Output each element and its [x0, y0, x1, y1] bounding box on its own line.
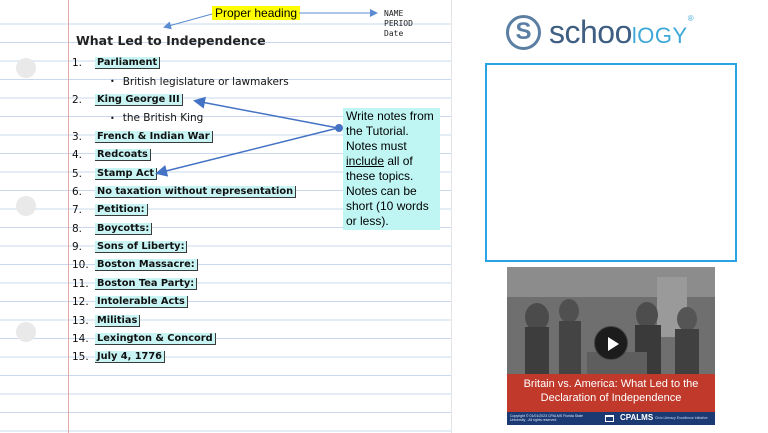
topic-label: Intolerable Acts: [95, 296, 188, 308]
note-arrow-king: [196, 101, 338, 128]
topic-number: 9.: [72, 241, 83, 254]
embed-frame[interactable]: [485, 63, 737, 262]
topic-label: No taxation without representation: [95, 186, 296, 198]
topic-label: Redcoats: [95, 149, 151, 161]
subnote-text: the British King: [122, 112, 204, 125]
topic-number: 2.: [72, 93, 83, 106]
topic-label: Boston Massacre:: [95, 259, 198, 271]
note-text-2: all of these topics. Notes can be short (10 words or less).: [346, 154, 429, 228]
video-thumbnail[interactable]: [507, 267, 715, 425]
subnote-text: British legislature or lawmakers: [122, 75, 289, 88]
topic-number: 4.: [72, 149, 83, 162]
topic-number: 5.: [72, 167, 83, 180]
topic-label: Boycotts:: [95, 223, 152, 235]
video-title: Britain vs. America: What Led to the Declaration of Independence: [523, 378, 699, 404]
schoology-wordmark: [549, 14, 693, 51]
video-footer: [507, 412, 715, 425]
schoology-trademark: ®: [687, 13, 694, 23]
topic-number: 14.: [72, 333, 89, 346]
note-underlined-word: include: [346, 154, 385, 168]
topic-label: Militias: [95, 315, 140, 327]
topic-label: Stamp Act: [95, 168, 157, 180]
topic-label: King George III: [95, 94, 183, 106]
copyright-text: Copyright © 01/01/2023 CPALMS Florida State University - All rights reserved: [510, 414, 583, 423]
topic-number: 8.: [72, 222, 83, 235]
topic-number: 13.: [72, 314, 89, 327]
topic-label: French & Indian War: [95, 131, 213, 143]
topic-number: 6.: [72, 185, 83, 198]
topic-number: 12.: [72, 296, 89, 309]
note-text-1: Write notes from the Tutorial. Notes must: [346, 109, 434, 153]
topic-label: Boston Tea Party:: [95, 278, 197, 290]
schoology-wordmark-accent: OGY: [637, 22, 688, 48]
proper-heading-label: Proper heading: [212, 6, 300, 20]
topic-label: July 4, 1776: [95, 351, 165, 363]
cpalms-subtitle: Civic Literacy Excellence Initiative: [655, 416, 708, 420]
schoology-wordmark-main: schoo: [549, 13, 632, 50]
name-label: NAME: [384, 9, 404, 18]
note-arrow-origin: [335, 124, 343, 132]
cpalms-brand: CPALMS: [620, 413, 654, 422]
topic-label: Sons of Liberty:: [95, 241, 187, 253]
topic-number: 1.: [72, 57, 83, 70]
worksheet-title: What Led to Independence: [76, 33, 266, 48]
schoology-wordmark-l: l: [631, 22, 638, 48]
schoology-logo-mark: S: [506, 15, 541, 50]
bullet-icon: •: [110, 77, 115, 87]
topic-label: Petition:: [95, 204, 148, 216]
topic-number: 15.: [72, 351, 89, 364]
note-arrow-stamp: [158, 128, 338, 173]
topic-label: Lexington & Concord: [95, 333, 216, 345]
play-button[interactable]: [594, 326, 628, 360]
building-icon: [605, 415, 614, 422]
topic-number: 10.: [72, 259, 89, 272]
date-label: Date: [384, 29, 404, 38]
heading-arrow-left: [165, 14, 212, 27]
topic-number: 11.: [72, 277, 89, 290]
schoology-logo: [506, 10, 726, 54]
topic-label: Parliament: [95, 57, 160, 69]
bullet-icon: •: [110, 113, 115, 123]
topic-number: 7.: [72, 204, 83, 217]
topic-number: 3.: [72, 130, 83, 143]
video-title-band: [507, 374, 715, 425]
period-label: PERIOD: [384, 19, 413, 28]
